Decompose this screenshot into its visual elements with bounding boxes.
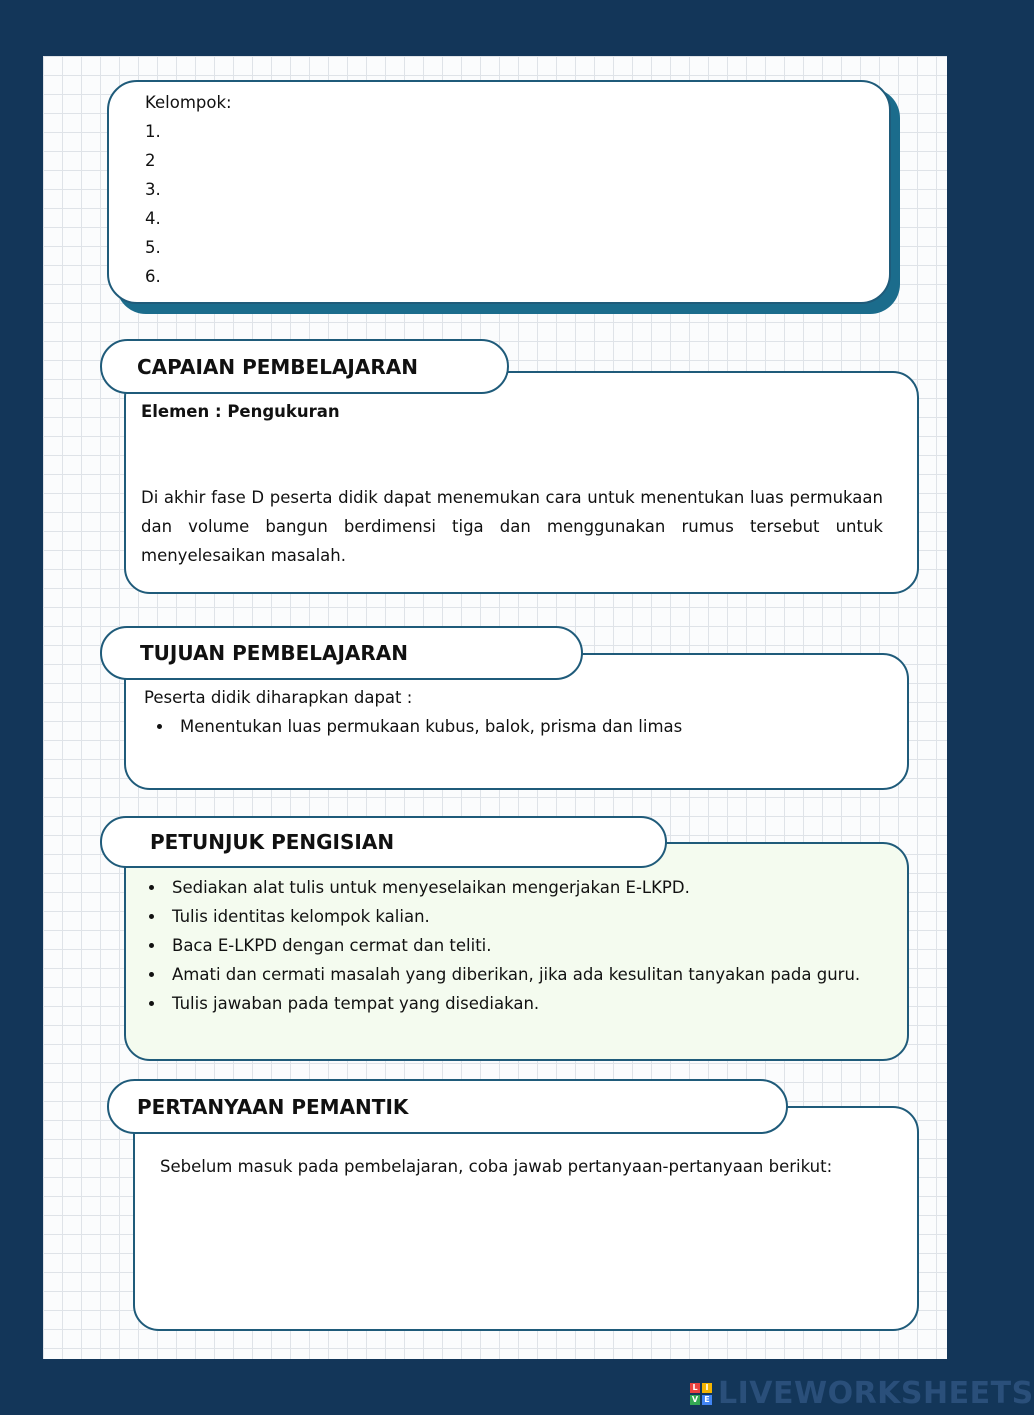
logo-text: LIVEWORKSHEETS [718,1376,1034,1411]
logo-letter: I [702,1383,712,1393]
group-box [107,80,891,304]
logo-letter: E [702,1395,712,1405]
group-member-1[interactable]: 1. [145,122,161,141]
tujuan-item: • Menentukan luas permukaan kubus, balok, prisma dan limas [174,712,877,741]
capaian-element: Elemen : Pengukuran [141,402,340,421]
logo-letter: V [691,1394,699,1404]
logo-letter: L [690,1383,700,1393]
tujuan-title-tab [100,626,583,680]
petunjuk-item: • Tulis identitas kelompok kalian. [166,902,881,931]
pemantik-title-tab [107,1079,788,1134]
group-label: Kelompok: [145,93,232,112]
petunjuk-item: • Sediakan alat tulis untuk menyeselaikan mengerjakan E-LKPD. [166,873,881,902]
group-member-6[interactable]: 6. [145,267,161,286]
petunjuk-item: • Amati dan cermati masalah yang diberikan, jika ada kesulitan tanyakan pada guru. [166,960,881,989]
capaian-box [124,371,919,594]
tujuan-list [144,712,877,741]
petunjuk-item: • Tulis jawaban pada tempat yang disediakan. [166,989,881,1018]
pemantik-title: PERTANYAAN PEMANTIK [137,1094,409,1119]
capaian-text: Di akhir fase D peserta didik dapat menemukan cara untuk menentukan luas permukaan dan volume bangun berdimensi tiga dan menggunakan rumus tersebut untuk menyelesaikan masalah. [141,488,883,565]
group-member-2[interactable]: 2 [145,151,156,170]
petunjuk-title: PETUNJUK PENGISIAN [150,830,395,854]
pemantik-box [133,1106,919,1331]
petunjuk-title-tab [100,816,667,868]
capaian-title: CAPAIAN PEMBELAJARAN [137,354,418,379]
group-member-3[interactable]: 3. [145,180,161,199]
logo-grid-icon [690,1383,712,1405]
group-member-4[interactable]: 4. [145,209,161,228]
capaian-title-tab [100,339,509,394]
petunjuk-box [124,842,909,1061]
tujuan-intro: Peserta didik diharapkan dapat : [144,688,413,707]
pemantik-text: Sebelum masuk pada pembelajaran, coba jawab pertanyaan-pertanyaan berikut: [160,1157,833,1176]
group-member-5[interactable]: 5. [145,238,161,257]
petunjuk-item: • Baca E-LKPD dengan cermat dan teliti. [166,931,881,960]
petunjuk-list [146,873,881,1018]
tujuan-title: TUJUAN PEMBELAJARAN [140,641,409,665]
liveworksheets-logo[interactable] [690,1376,1034,1411]
